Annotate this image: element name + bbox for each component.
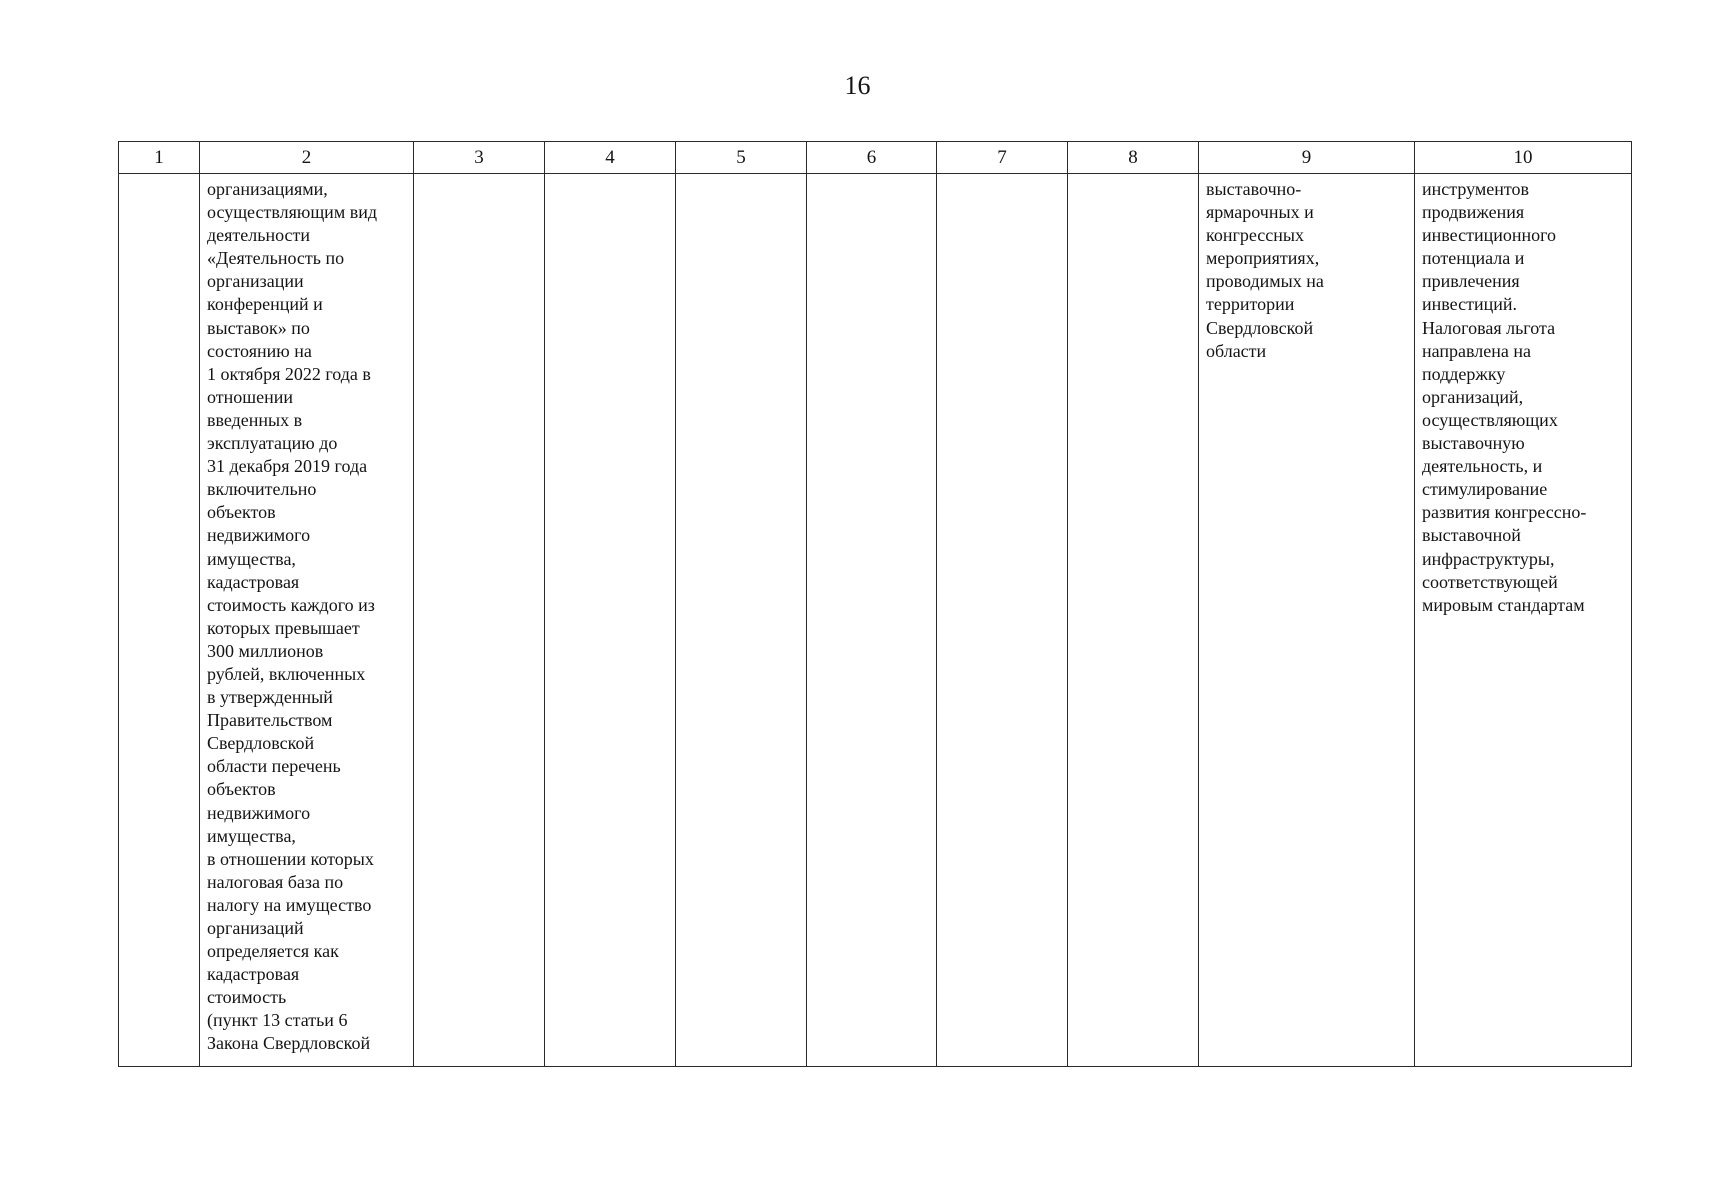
column-header-3: 3 [414,142,545,174]
cell-col-6 [807,174,937,1067]
column-header-2: 2 [200,142,414,174]
cell-col-10 [1415,174,1632,1067]
cell-col-1 [119,174,200,1067]
cell-col-4 [545,174,676,1067]
page-number: 16 [844,71,871,100]
header-row [119,142,1632,174]
table-row [119,174,1632,1067]
column-header-9: 9 [1199,142,1415,174]
column-header-5: 5 [676,142,807,174]
cell-col-2-text: организациями, осуществляющим вид деятельности «Деятельность по организации конференций и выставок» по состоянию на 1 октября 2022 года в отношении введенных в эксплуатацию до 31 декабря 2019 года включительно объектов недвижимого имущества, кадастровая стоимость каждого из которых превышает 300 миллионов рублей, включенных в утвержденный Правительством Свердловской области перечень объектов недвижимого имущества, в отношении которых налоговая база по налогу на имущество организаций определяется как кадастровая стоимость (пункт 13 статьи 6 Закона Свердловской [207,179,377,1054]
cell-col-9 [1199,174,1415,1067]
column-header-10: 10 [1415,142,1632,174]
cell-col-3 [414,174,545,1067]
cell-col-5 [676,174,807,1067]
cell-col-9-text: выставочно- ярмарочных и конгрессных мероприятиях, проводимых на территории Свердловской области [1206,179,1324,361]
cell-col-10-text: инструментов продвижения инвестиционного потенциала и привлечения инвестиций. Налоговая льгота направлена на поддержку организаций, осуществляющих выставочную деятельность, и стимулирование развития конгрессно- выставочной инфраструктуры, соответствующей мировым стандартам [1422,179,1587,615]
column-header-1: 1 [119,142,200,174]
cell-col-2 [200,174,414,1067]
document-table [118,141,1632,1067]
column-header-4: 4 [545,142,676,174]
column-header-8: 8 [1068,142,1199,174]
column-header-6: 6 [807,142,937,174]
cell-col-7 [937,174,1068,1067]
cell-col-8 [1068,174,1199,1067]
column-header-7: 7 [937,142,1068,174]
